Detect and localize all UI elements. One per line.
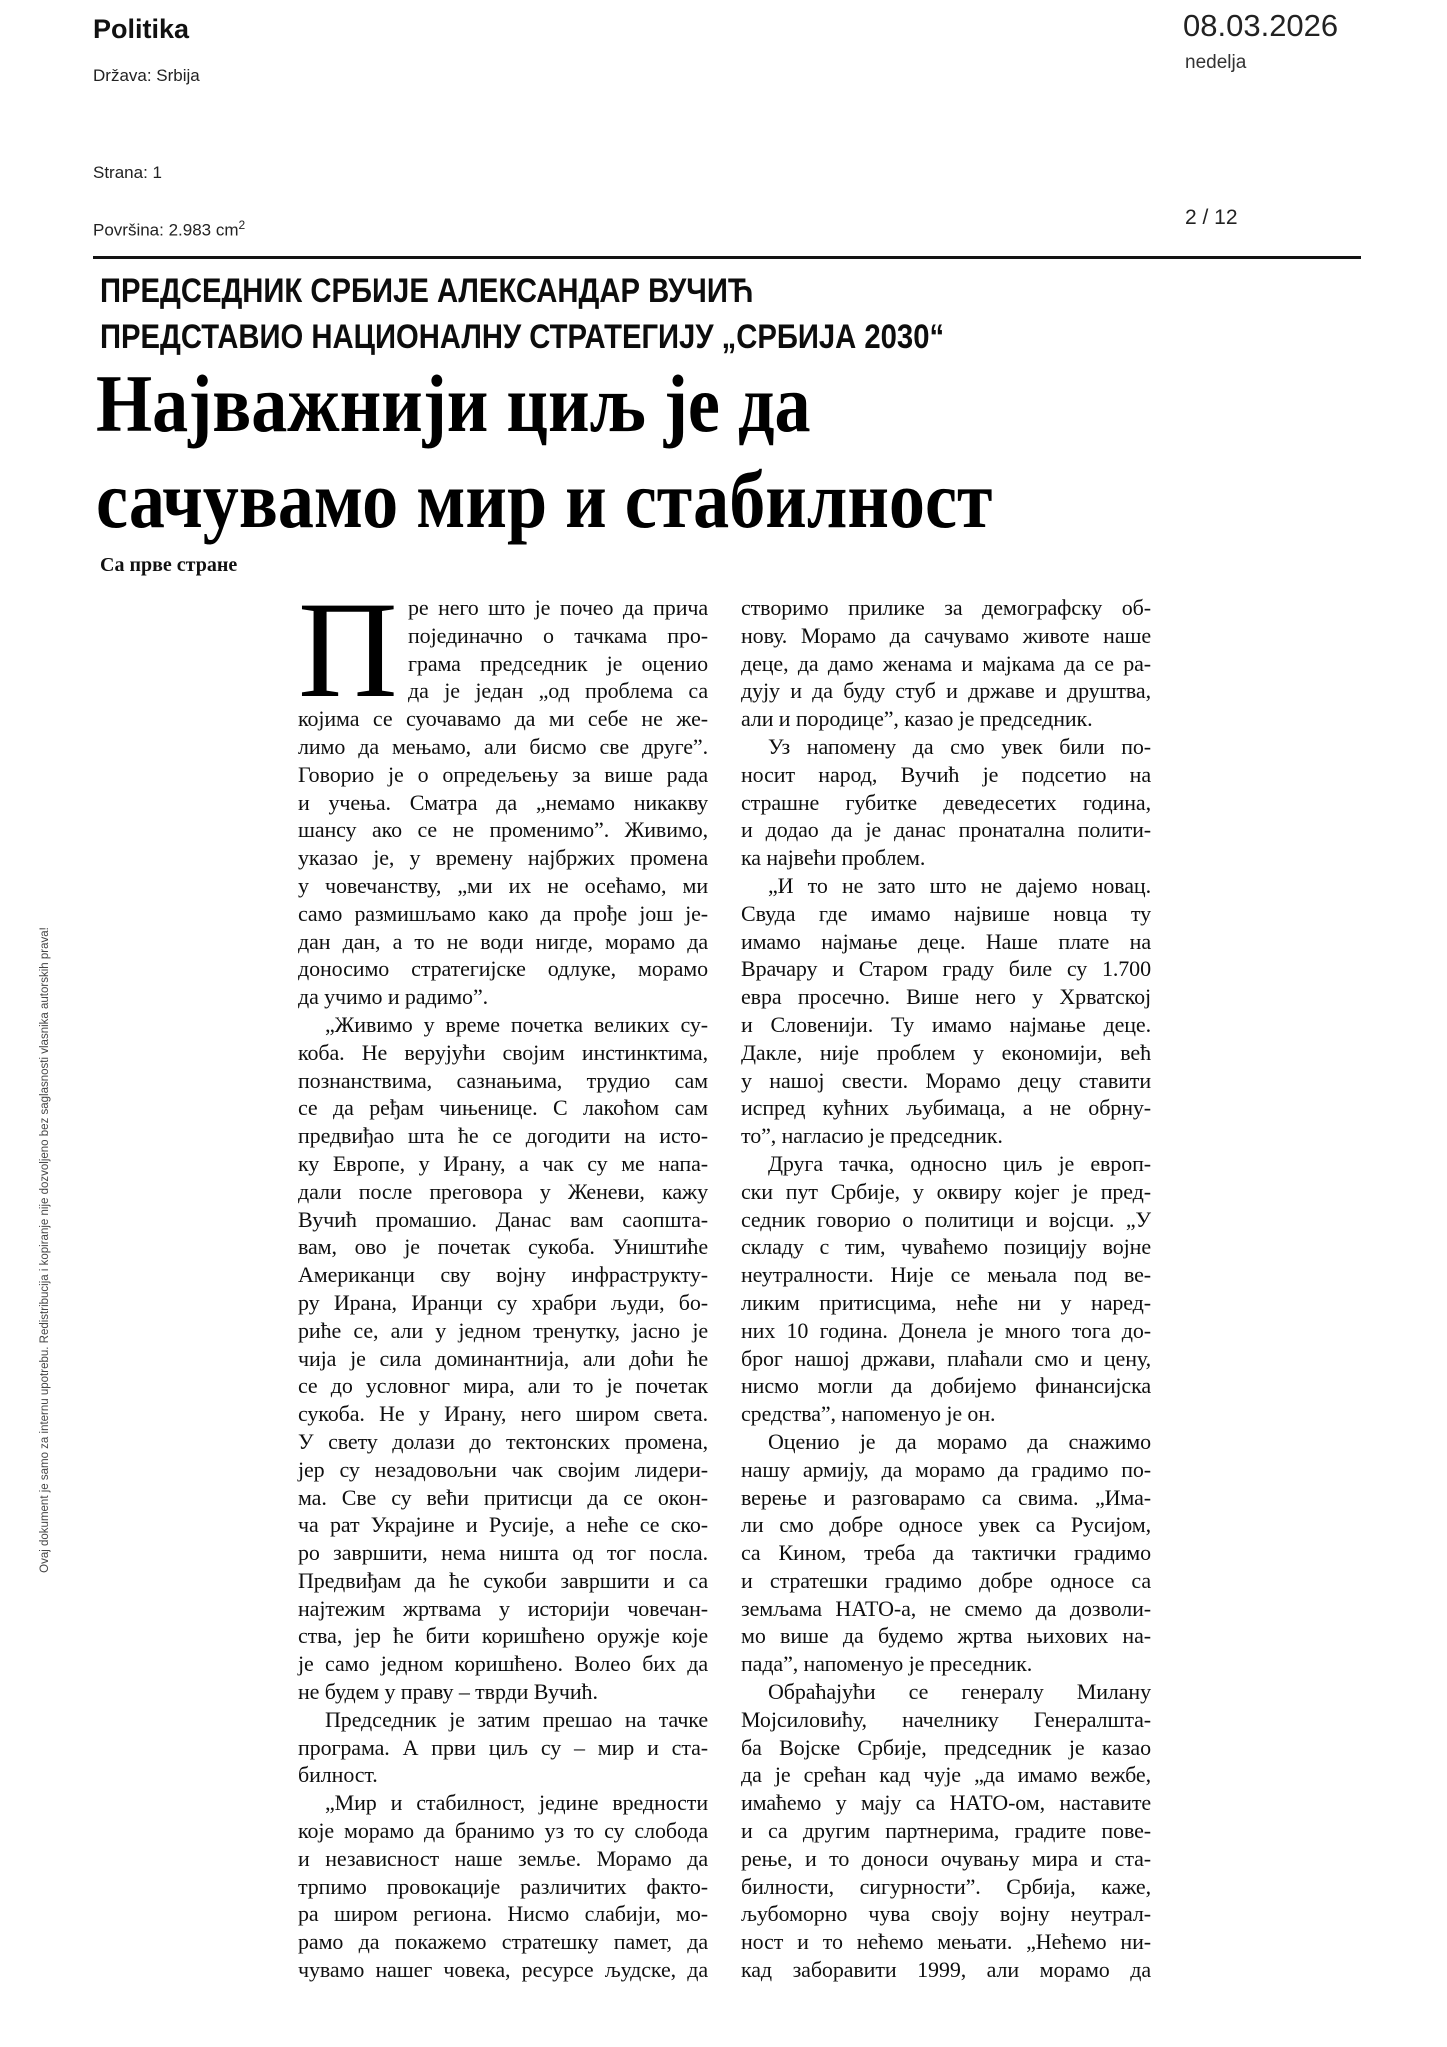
body-line: „Живимо у време почетка великих су- [325,1011,708,1037]
body-line: створимо прилике за демографску об- [741,595,1151,620]
body-line: најтежим жртвама у историји човечан- [298,1595,708,1621]
body-line: се да ређам чињенице. С лакоћом сам [298,1095,708,1121]
body-line: само размишљамо како да прође још је- [298,900,708,926]
body-line: је само једном коришћено. Волео бих да [298,1651,708,1677]
body-line: деце, да дамо женама и мајкама да се ра- [741,650,1151,676]
issue-date: 08.03.2026 [1183,8,1339,43]
area-text: Površina: 2.983 cm [93,220,239,240]
body-line: у нашој свести. Морамо децу ставити [741,1067,1151,1093]
body-line: и независност наше земље. Морамо да [298,1845,708,1871]
body-line: појединачно о тачкама про- [408,622,708,648]
body-line: испред кућних љубимаца, а не обрну- [741,1095,1151,1121]
body-line: ба Војске Србије, председник је казао [741,1734,1151,1760]
body-line: верење и разговарамо са свима. „Има- [741,1484,1151,1510]
body-line: Уз напомену да смо увек били по- [768,733,1151,759]
country-label: Država: Srbija [93,66,200,85]
body-line: то”, нагласио је председник. [741,1123,1003,1149]
body-line: ро завршити, нема ништа од тог посла. [298,1540,708,1566]
body-line: ства, јер ће бити коришћено оружје које [298,1623,708,1649]
body-line: и Словенији. Ту имамо најмање деце. [741,1011,1151,1037]
body-line: „Мир и стабилност, једине вредности [325,1790,708,1816]
body-line: риће се, али у једном тренутку, јасно је [298,1317,708,1343]
body-line: рење, и то доноси очувању мира и ста- [741,1845,1151,1871]
body-line: нашу армију, да морамо да градимо по- [741,1456,1151,1482]
body-line: трпимо провокације различитих факто- [298,1873,708,1899]
body-column-1 [298,573,708,1984]
body-line: Друга тачка, односно циљ је европ- [768,1150,1151,1176]
body-line: неутралности. Није се мењала под ве- [741,1262,1151,1288]
body-line: да је срећан кад чује „да имамо вежбе, [741,1762,1151,1788]
body-line: и стратешки градимо добре односе са [741,1567,1151,1593]
body-line: ли смо добре односе увек са Русијом, [741,1512,1151,1538]
body-line: У свету долази до тектонских промена, [298,1428,708,1454]
body-line: познанствима, сазнањима, трудио сам [298,1067,708,1093]
body-line: и додао да је данас пронатална полити- [741,817,1151,843]
body-line: ра широм региона. Нисмо слабији, мо- [298,1901,708,1927]
body-line: којима се суочавамо да ми себе не же- [298,706,708,732]
horizontal-divider [93,256,1361,259]
body-line: дан дан, а то не води нигде, морамо да [298,928,708,954]
body-column-2 [741,594,1151,1984]
body-line: кад заборавити 1999, али морамо да [741,1957,1151,1983]
body-line: средства”, напоменуо је он. [741,1401,996,1427]
headline-line-2: сачувамо мир и стабилност [96,454,993,545]
body-line: пада”, напоменуо је преседник. [741,1651,1033,1677]
body-line: них 10 година. Донела је много тога до- [741,1317,1151,1343]
body-line: у човечанству, „ми их не осећамо, ми [298,872,708,898]
body-line: и са другим партнерима, градите пове- [741,1818,1151,1844]
body-line: мо више да будемо жртва њихових на- [741,1623,1151,1649]
pagination-indicator: 2 / 12 [1185,206,1238,229]
body-line: билност. [298,1762,378,1788]
body-line: чувамо нашег човека, ресурсе људске, да [298,1957,708,1983]
body-line: носит народ, Вучић је подсетио на [741,761,1151,787]
body-line: Оценио је да морамо да снажимо [768,1428,1151,1454]
body-line: рамо да покажемо стратешку памет, да [298,1929,708,1955]
body-line: ру Ирана, Иранци су храбри људи, бо- [298,1289,708,1315]
body-line: нову. Морамо да сачувамо животе наше [741,622,1151,648]
body-line: Предвиђам да ће сукоби завршити и са [298,1567,708,1593]
body-line: са Кином, треба да тактички градимо [741,1540,1151,1566]
body-line: сукоба. Не у Ирану, него широм света. [298,1401,708,1427]
body-line: ски пут Србије, у оквиру којег је пред- [741,1178,1151,1204]
area-superscript: 2 [238,218,246,232]
section-note: Са прве стране [100,554,238,576]
area-label [93,218,245,241]
body-line: дали после преговора у Женеви, кажу [298,1178,708,1204]
body-line: Врачару и Старом граду биле су 1.700 [741,956,1151,982]
body-line: вам, ово је почетак сукоба. Уништиће [298,1234,708,1260]
kicker-line-1: ПРЕДСЕДНИК СРБИЈЕ АЛЕКСАНДАР ВУЧИЋ [100,272,754,310]
body-line: ка највећи проблем. [741,845,926,871]
body-line: предвиђао шта ће се догодити на исто- [298,1123,708,1149]
drop-cap: П [298,573,398,726]
body-line: Дакле, није проблем у економији, већ [741,1039,1151,1065]
body-line: доносимо стратегијске одлуке, морамо [298,956,708,982]
body-line: „И то не зато што не дајемо новац. [768,872,1151,898]
body-line: указао је, у времену најбржих промена [298,845,708,871]
body-line: земљама НАТО-а, не смемо да дозволи- [741,1595,1151,1621]
body-line: Мојсиловићу, начелнику Генералшта- [741,1706,1151,1732]
kicker-line-2: ПРЕДСТАВИО НАЦИОНАЛНУ СТРАТЕГИЈУ „СРБИЈА 2030“ [100,318,945,356]
body-line: програма. А први циљ су – мир и ста- [298,1734,708,1760]
body-line: које морамо да бранимо уз то су слобода [298,1818,708,1844]
body-line: шансу ако се не променимо”. Живимо, [298,817,708,843]
body-line: и учења. Сматра да „немамо никакву [298,789,708,815]
body-line: ча рат Украјине и Русије, а неће се ско- [298,1512,708,1538]
publication-name: Politika [93,14,190,44]
body-line: имамо најмање деце. Наше плате на [741,928,1151,954]
body-line: нисмо могли да добијемо финансијска [741,1373,1151,1399]
body-line: не будем у праву – тврди Вучић. [298,1679,598,1705]
body-line: грама председник је оценио [408,650,708,676]
body-line: да учимо и радимо”. [298,984,489,1010]
body-line: коба. Не верујући својим инстинктима, [298,1039,708,1065]
body-line: имаћемо у мају са НАТО-ом, наставите [741,1790,1151,1816]
body-line: чија је сила доминантнија, али доћи ће [298,1345,708,1371]
body-line: билности, сигурности”. Србија, каже, [741,1873,1151,1899]
body-line: ликим притисцима, неће ни у наред- [741,1289,1151,1315]
body-line: се до условног мира, али то је почетак [298,1373,708,1399]
body-line: дују и да буду стуб и државе и друштва, [741,678,1151,704]
body-line: лимо да мењамо, али бисмо све друге”. [298,733,708,759]
headline-line-1: Најважнији циљ је да [96,358,811,449]
body-line: страшне губитке деведесетих година, [741,789,1151,815]
body-line: Председник је затим прешао на тачке [325,1706,708,1732]
body-line: Вучић промашио. Данас вам саопшта- [298,1206,708,1232]
body-line: ку Европе, у Ирану, а чак су ме напа- [298,1150,708,1176]
issue-weekday: nedelja [1185,52,1247,73]
body-line: јер су незадовољни чак својим лидери- [298,1456,708,1482]
body-line: евра просечно. Више него у Хрватској [741,984,1151,1010]
page-number-label: Strana: 1 [93,163,162,182]
body-line: Свуда где имамо највише новца ту [741,900,1151,926]
body-line: али и породице”, казао је председник. [741,706,1093,732]
body-line: Американци сву војну инфраструкту- [298,1262,708,1288]
body-line: седник говорио о политици и војсци. „У [741,1206,1151,1232]
body-line: ност и то нећемо мењати. „Нећемо ни- [741,1929,1151,1955]
body-line: ре него што је почео да прича [408,595,708,620]
body-line: љубоморно чува своју војну неутрал- [741,1901,1151,1927]
body-line: Обраћајући се генералу Милану [768,1679,1151,1705]
body-line: ма. Све су већи притисци да се окон- [298,1484,708,1510]
copyright-disclaimer-vertical: Ovaj dokument je samo za internu upotrebu. Redistribucija i kopiranje nije dozvoljeno bez saglasnosti vlasnika autorskih prava! [39,927,51,1573]
article-body [298,573,1151,1984]
body-line: брог нашој држави, плаћали смо и цену, [741,1345,1151,1371]
body-line: Говорио је о опредељењу за више рада [298,761,708,787]
body-line: да је један „од проблема са [408,678,708,704]
body-line: складу с тим, чуваћемо позицију војне [741,1234,1151,1260]
